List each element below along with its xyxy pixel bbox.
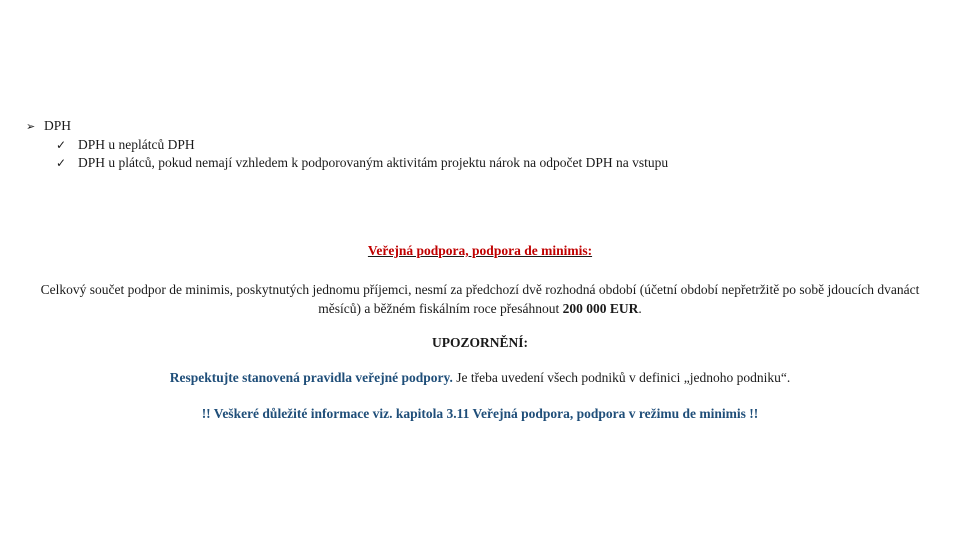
de-minimis-paragraph — [0, 280, 960, 318]
warning-label: UPOZORNĚNÍ: — [431, 335, 528, 350]
amount-text: 200 000 EUR — [562, 301, 639, 316]
paragraph-end: . — [638, 301, 642, 316]
respect-line — [0, 370, 960, 386]
respect-highlight: Respektujte stanovená pravidla veřejné podpory. — [169, 370, 453, 385]
arrow-bullet-icon: ➢ — [26, 120, 36, 133]
checkmark-icon: ✓ — [56, 156, 67, 170]
sub-bullet-item — [26, 136, 668, 154]
sub-bullet-text: DPH u plátců, pokud nemají vzhledem k podporovaným aktivitám projektu nárok na odpočet DPH na vstupu — [78, 155, 669, 170]
section-heading — [0, 243, 960, 259]
sub-bullet-text: DPH u neplátců DPH — [78, 137, 195, 152]
bullet-list — [26, 117, 668, 172]
checkmark-icon: ✓ — [56, 138, 67, 152]
paragraph-text: Celkový součet podpor de minimis, poskytnutých jednomu příjemci, nesmí za předchozí dvě rozhodná období (účetní období nepřetržitě po sobě jdoucích dvanáct měsíců) a běžném fiskálním roce přesáhnout — [40, 282, 920, 316]
respect-rest: Je třeba uvedení všech podniků v definici „jednoho podniku“. — [452, 370, 791, 385]
section-heading-text: Veřejná podpora, podpora de minimis: — [367, 243, 593, 258]
chapter-note: !! Veškeré důležité informace viz. kapitola 3.11 Veřejná podpora, podpora v režimu de minimis !! — [201, 406, 759, 421]
bullet-item-dph — [26, 117, 668, 136]
bullet-label-dph: DPH — [44, 118, 72, 133]
sub-bullet-item — [26, 154, 668, 172]
